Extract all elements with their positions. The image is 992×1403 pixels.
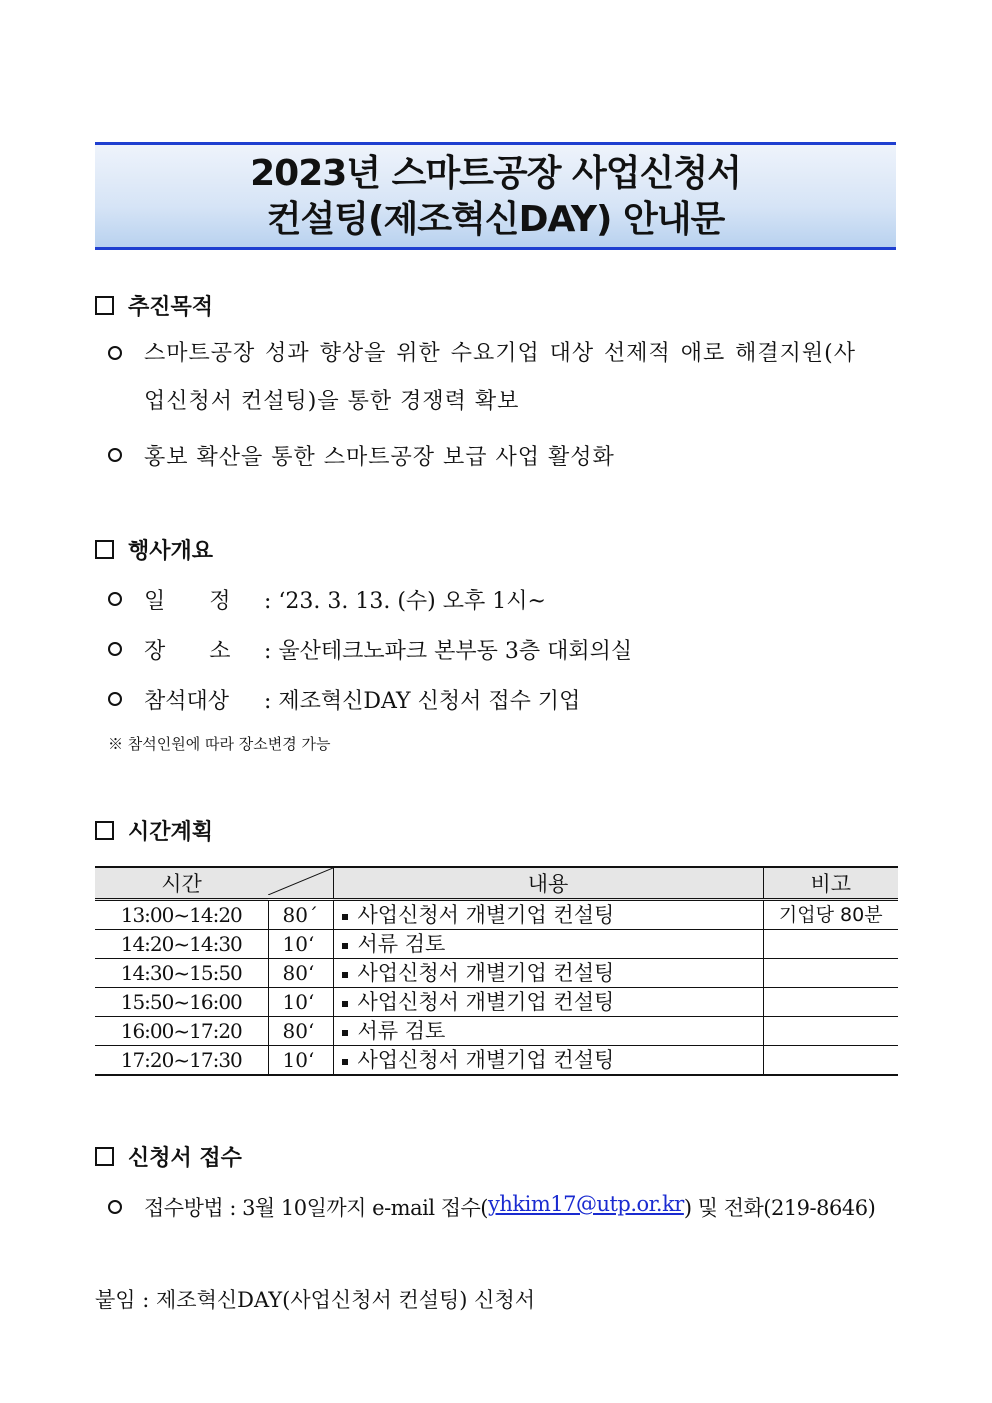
- title-line-1: 2023년 스마트공장 사업신청서: [250, 153, 741, 194]
- checkbox-icon: [95, 540, 114, 559]
- date-value: : ‘23. 3. 13. (수) 오후 1시~: [264, 589, 546, 614]
- header-content: 내용: [333, 867, 763, 900]
- cell-duration: 10‘: [268, 930, 333, 959]
- circle-bullet-icon: [108, 592, 122, 606]
- section-schedule: [95, 815, 213, 846]
- note: ※ 참석인원에 따라 장소변경 가능: [108, 735, 331, 753]
- application-prefix: 접수방법 : 3월 10일까지 e-mail 접수(: [144, 1196, 488, 1220]
- header-diagonal: [268, 867, 333, 900]
- purpose-item-2: 홍보 확산을 통한 스마트공장 보급 사업 활성화: [144, 445, 615, 470]
- list-item: [108, 440, 615, 471]
- email-link[interactable]: yhkim17@utp.or.kr: [487, 1192, 684, 1216]
- content-text: 사업신청서 개별기업 컨설팅: [357, 961, 615, 985]
- square-bullet-icon: [342, 943, 348, 949]
- place-label: 장 소: [144, 639, 231, 664]
- cell-remark: [763, 988, 898, 1017]
- cell-time: 14:20~14:30: [95, 930, 268, 959]
- cell-content: [333, 959, 763, 988]
- table-row: [95, 988, 898, 1017]
- cell-content: [333, 900, 763, 930]
- cell-content: [333, 988, 763, 1017]
- cell-remark: [763, 1046, 898, 1076]
- content-text: 서류 검토: [357, 1019, 446, 1043]
- list-item: [108, 584, 546, 615]
- cell-remark: 기업당 80분: [763, 900, 898, 930]
- circle-bullet-icon: [108, 1200, 122, 1214]
- checkbox-icon: [95, 1147, 114, 1166]
- checkbox-icon: [95, 296, 114, 315]
- section-application: [95, 1141, 242, 1172]
- square-bullet-icon: [342, 1030, 348, 1036]
- cell-remark: [763, 1017, 898, 1046]
- diagonal-line-icon: [268, 868, 333, 895]
- cell-remark: [763, 959, 898, 988]
- content-text: 서류 검토: [357, 932, 446, 956]
- cell-time: 14:30~15:50: [95, 959, 268, 988]
- list-item: [108, 1192, 875, 1222]
- content-text: 사업신청서 개별기업 컨설팅: [357, 1048, 615, 1072]
- cell-content: [333, 1017, 763, 1046]
- checkbox-icon: [95, 821, 114, 840]
- section-heading: 추진목적: [128, 295, 214, 320]
- cell-time: 13:00~14:20: [95, 900, 268, 930]
- list-item: [108, 330, 858, 426]
- cell-duration: 10‘: [268, 988, 333, 1017]
- section-heading: 시간계획: [128, 820, 214, 845]
- cell-duration: 80´: [268, 900, 333, 930]
- cell-content: [333, 930, 763, 959]
- square-bullet-icon: [342, 914, 348, 920]
- cell-time: 17:20~17:30: [95, 1046, 268, 1076]
- date-label: 일 정: [144, 589, 231, 614]
- attendee-label: 참석대상: [144, 689, 230, 714]
- purpose-item-1: 스마트공장 성과 향상을 위한 수요기업 대상 선제적 애로 해결지원(사업신청서 컨설팅)을 통한 경쟁력 확보: [144, 341, 856, 414]
- place-value: : 울산테크노파크 본부동 3층 대회의실: [264, 639, 633, 664]
- cell-remark: [763, 930, 898, 959]
- circle-bullet-icon: [108, 448, 122, 462]
- square-bullet-icon: [342, 1001, 348, 1007]
- schedule-table: [95, 866, 898, 1076]
- list-item: [108, 684, 580, 715]
- table-row: [95, 959, 898, 988]
- table-row: [95, 1046, 898, 1076]
- content-text: 사업신청서 개별기업 컨설팅: [357, 990, 615, 1014]
- section-heading: 신청서 접수: [128, 1146, 242, 1171]
- cell-duration: 10‘: [268, 1046, 333, 1076]
- header-time: 시간: [95, 867, 268, 900]
- table-row: [95, 900, 898, 930]
- square-bullet-icon: [342, 972, 348, 978]
- attendee-value: : 제조혁신DAY 신청서 접수 기업: [264, 689, 581, 714]
- circle-bullet-icon: [108, 642, 122, 656]
- attachment: 붙임 : 제조혁신DAY(사업신청서 컨설팅) 신청서: [95, 1288, 536, 1312]
- cell-duration: 80‘: [268, 1017, 333, 1046]
- circle-bullet-icon: [108, 692, 122, 706]
- cell-duration: 80‘: [268, 959, 333, 988]
- content-text: 사업신청서 개별기업 컨설팅: [357, 903, 615, 927]
- title-line-2: 컨설팅(제조혁신DAY) 안내문: [266, 199, 725, 240]
- table-row: [95, 930, 898, 959]
- cell-time: 16:00~17:20: [95, 1017, 268, 1046]
- cell-time: 15:50~16:00: [95, 988, 268, 1017]
- header-remark: 비고: [763, 867, 898, 900]
- list-item: [108, 634, 632, 665]
- square-bullet-icon: [342, 1059, 348, 1065]
- title-box: [95, 142, 896, 250]
- application-suffix: ) 및 전화(219-8646): [683, 1196, 876, 1220]
- circle-bullet-icon: [108, 346, 122, 360]
- section-overview: [95, 534, 213, 565]
- cell-content: [333, 1046, 763, 1076]
- table-row: [95, 1017, 898, 1046]
- section-heading: 행사개요: [128, 539, 214, 564]
- section-purpose: [95, 290, 213, 321]
